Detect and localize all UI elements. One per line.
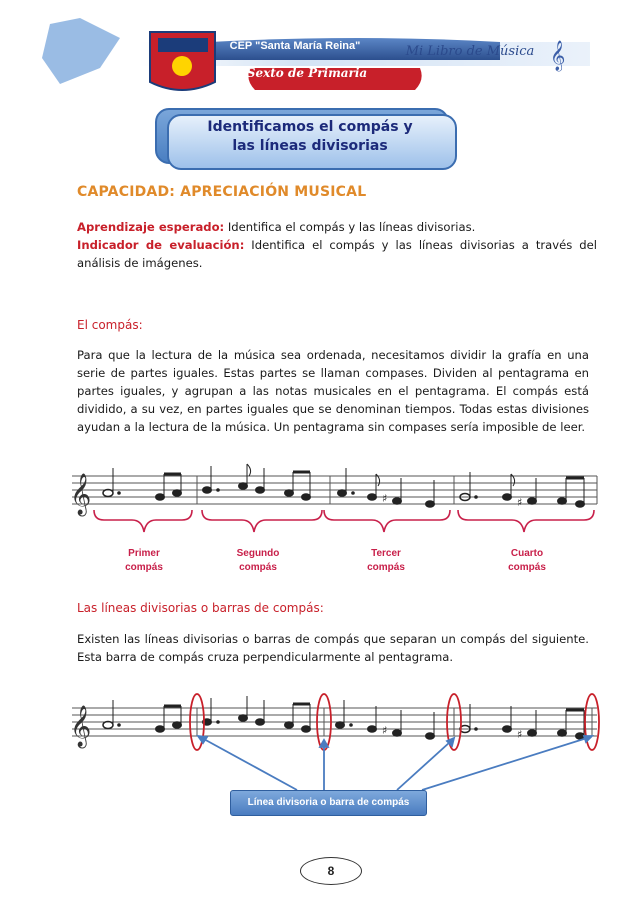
svg-text:𝄞: 𝄞: [70, 474, 92, 515]
section1-paragraph: Para que la lectura de la música sea ordenada, necesitamos dividir la grafía en una serie de partes iguales. Estas partes se llaman compases. Dividen al pentagrama en partes iguales, y agrupan a las notas musicales en el pentagrama. El compás está dividido, a su vez, en partes iguales que se denominan tiempos. Todas estas divisiones ayudan a la lectura de la música. Un pentagrama sin compases sería imposible de leer.: [77, 348, 589, 434]
svg-text:𝄞: 𝄞: [550, 41, 566, 71]
capacity-heading: CAPACIDAD: APRECIACIÓN MUSICAL: [77, 184, 367, 200]
svg-text:♯: ♯: [517, 728, 523, 741]
svg-text:♯: ♯: [382, 492, 388, 505]
school-name: CEP "Santa María Reina": [229, 40, 361, 52]
measure-label-2: Segundo compás: [236, 548, 280, 573]
svg-text:𝄞: 𝄞: [70, 706, 92, 747]
objectives: [77, 218, 597, 272]
learning-text: Identifica el compás y las líneas divisorias.: [224, 220, 476, 234]
svg-text:♯: ♯: [382, 724, 388, 737]
title-box: [155, 108, 445, 164]
grade-label: Sexto de Primaria: [246, 66, 368, 80]
title-line-2: las líneas divisorias: [232, 138, 388, 154]
section1-heading: El compás:: [77, 318, 143, 332]
indicator-label: Indicador de evaluación:: [77, 238, 245, 252]
section2-paragraph: Existen las líneas divisorias o barras de compás que separan un compás del siguiente. Esta barra de compás cruza perpendicularmente al pentagrama.: [77, 632, 589, 664]
title-line-1: Identificamos el compás y: [207, 119, 413, 135]
barline-callout: Línea divisoria o barra de compás: [230, 790, 427, 816]
staff-barlines: [62, 690, 607, 800]
page-number: 8: [300, 857, 362, 885]
indicator-text: Identifica el compás y las líneas divisorias a través del análisis de imágenes.: [77, 238, 597, 270]
section2-heading: Las líneas divisorias o barras de compás:: [77, 601, 324, 615]
learning-label: Aprendizaje esperado:: [77, 220, 225, 234]
measure-label-3: Tercer compás: [367, 548, 405, 573]
svg-text:♯: ♯: [517, 496, 523, 509]
measure-label-1: Primer compás: [125, 548, 163, 573]
staff-measures: [62, 458, 602, 548]
measure-label-4: Cuarto compás: [508, 548, 546, 573]
book-title: Mi Libro de Música: [405, 44, 535, 59]
